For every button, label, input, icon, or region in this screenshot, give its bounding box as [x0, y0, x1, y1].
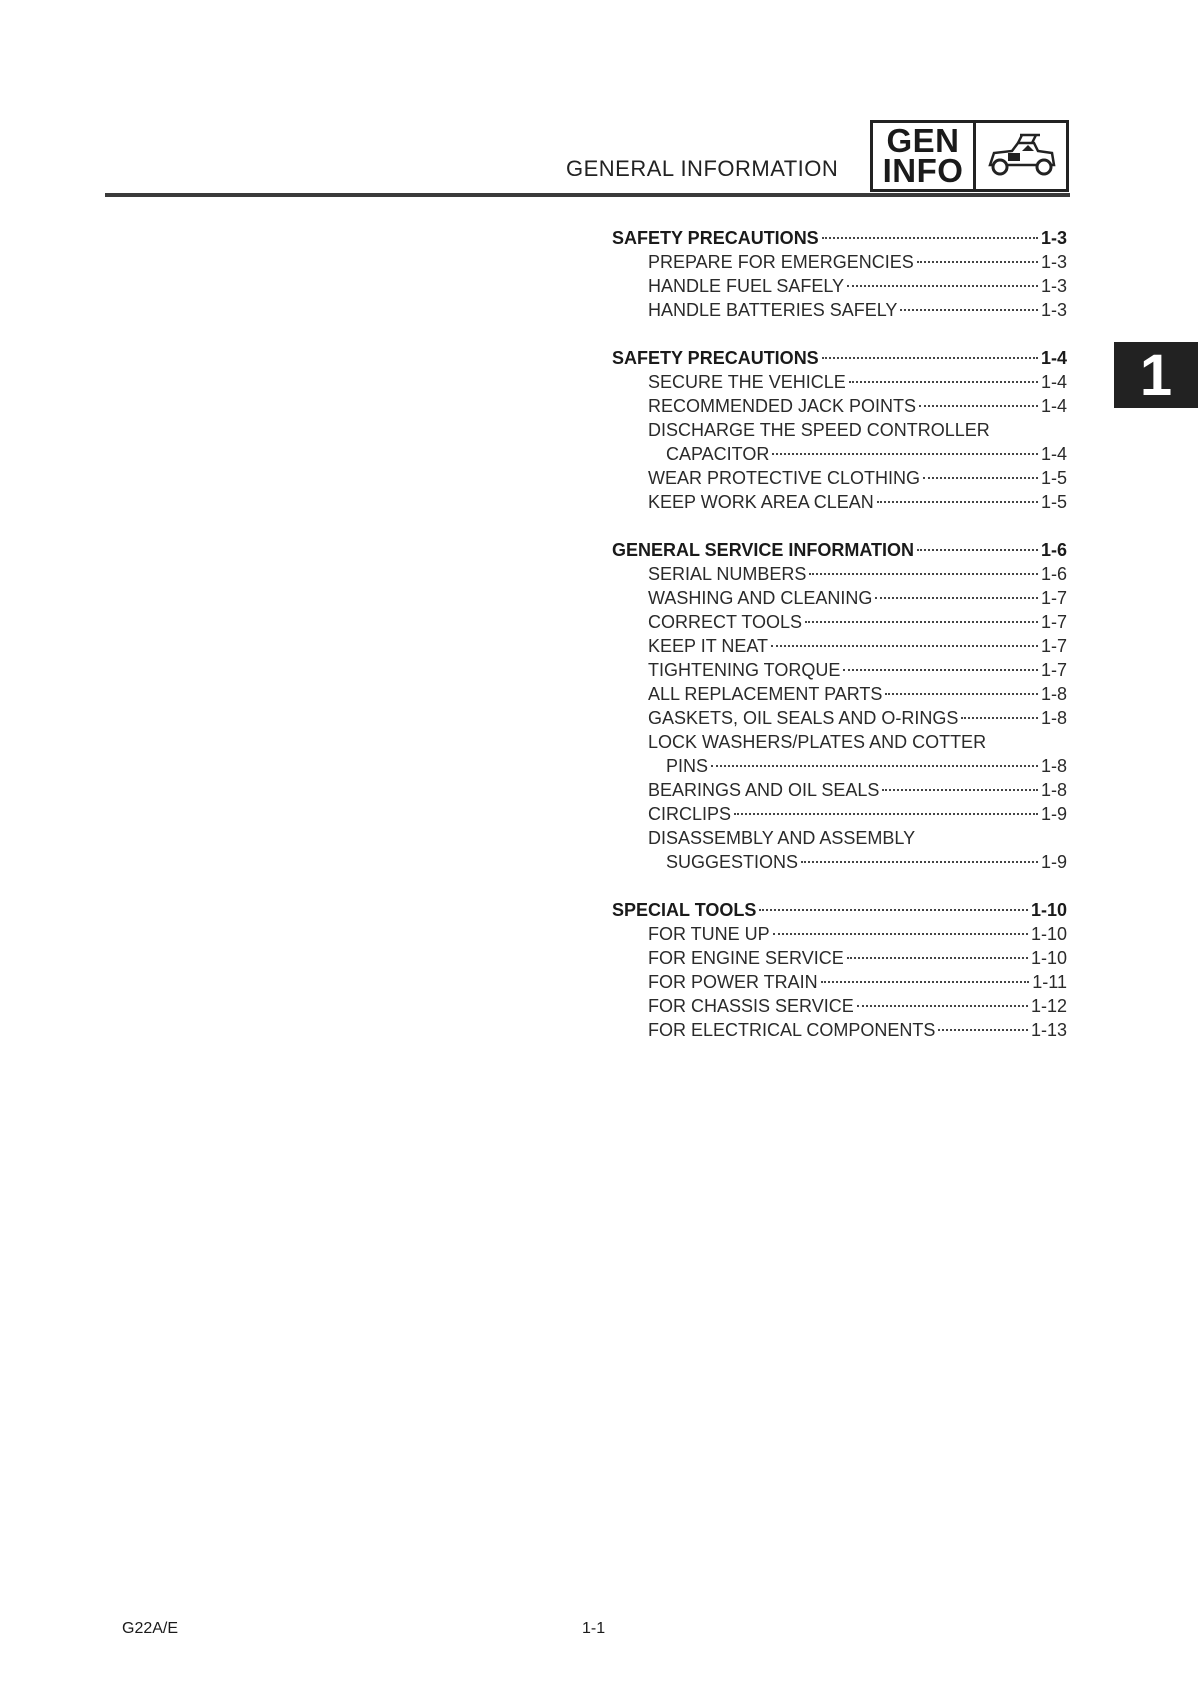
- toc-entry-label: CAPACITOR: [666, 444, 770, 464]
- dot-leader: [759, 908, 1028, 911]
- toc-entry-label: BEARINGS AND OIL SEALS: [648, 780, 880, 800]
- toc-page-number: 1-10: [1030, 948, 1067, 968]
- toc-entry-label: LOCK WASHERS/PLATES AND COTTER: [648, 732, 987, 752]
- dot-leader: [772, 452, 1038, 455]
- toc-entry: [612, 660, 1067, 684]
- toc-entry-label: KEEP WORK AREA CLEAN: [648, 492, 874, 512]
- toc-page-number: 1-7: [1040, 588, 1067, 608]
- toc-entry-label: TIGHTENING TORQUE: [648, 660, 841, 680]
- toc-page-number: 1-8: [1040, 684, 1067, 704]
- dot-leader: [847, 284, 1038, 287]
- dot-leader: [711, 764, 1038, 767]
- badge-label: [873, 123, 976, 189]
- toc-page-number: 1-5: [1040, 468, 1067, 488]
- toc-entry-label: SPECIAL TOOLS: [612, 900, 757, 920]
- toc-page-number: 1-8: [1040, 756, 1067, 776]
- dot-leader: [849, 380, 1038, 383]
- toc-entry: [612, 948, 1067, 972]
- toc-section-heading: [612, 900, 1067, 924]
- toc-page-number: 1-13: [1030, 1020, 1067, 1040]
- dot-leader: [809, 572, 1038, 575]
- dot-leader: [917, 260, 1038, 263]
- toc-entry: [612, 468, 1067, 492]
- toc-entry-label: WEAR PROTECTIVE CLOTHING: [648, 468, 921, 488]
- toc-section: [612, 900, 1067, 1044]
- toc-entry-label: FOR ELECTRICAL COMPONENTS: [648, 1020, 936, 1040]
- toc-entry: [612, 804, 1067, 828]
- toc-entry: [612, 276, 1067, 300]
- toc-entry-label: CIRCLIPS: [648, 804, 732, 824]
- toc-entry-label: HANDLE BATTERIES SAFELY: [648, 300, 898, 320]
- toc-entry: [612, 300, 1067, 324]
- toc-page-number: 1-6: [1040, 564, 1067, 584]
- toc-entry: [612, 612, 1067, 636]
- toc-entry-label: SUGGESTIONS: [666, 852, 799, 872]
- toc-page-number: 1-3: [1040, 276, 1067, 296]
- toc-page-number: 1-4: [1040, 372, 1067, 392]
- dot-leader: [885, 692, 1038, 695]
- toc-page-number: 1-5: [1040, 492, 1067, 512]
- toc-entry: [612, 564, 1067, 588]
- header-rule: [105, 193, 1070, 197]
- toc-entry: [612, 396, 1067, 420]
- toc-entry-label: SECURE THE VEHICLE: [648, 372, 846, 392]
- dot-leader: [917, 548, 1038, 551]
- toc-entry: [612, 492, 1067, 516]
- footer-model: G22A/E: [122, 1620, 179, 1637]
- dot-leader: [847, 956, 1028, 959]
- dot-leader: [882, 788, 1038, 791]
- toc-page-number: 1-3: [1040, 300, 1067, 320]
- toc-entry-continuation: [612, 444, 1067, 468]
- toc-entry-label: ALL REPLACEMENT PARTS: [648, 684, 883, 704]
- toc-entry-label: CORRECT TOOLS: [648, 612, 803, 632]
- toc-section: [612, 348, 1067, 516]
- toc-entry-label: FOR POWER TRAIN: [648, 972, 818, 992]
- toc-entry: [612, 252, 1067, 276]
- table-of-contents: [612, 228, 1067, 1068]
- toc-entry-continuation: [612, 852, 1067, 876]
- toc-entry: [612, 924, 1067, 948]
- toc-page-number: 1-12: [1030, 996, 1067, 1016]
- toc-entry: [612, 684, 1067, 708]
- toc-page-number: 1-3: [1040, 228, 1067, 248]
- page-title: GENERAL INFORMATION: [566, 156, 839, 181]
- toc-section: [612, 228, 1067, 324]
- dot-leader: [900, 308, 1038, 311]
- toc-page-number: 1-11: [1032, 972, 1067, 992]
- section-badge: [870, 120, 1069, 192]
- toc-entry: [612, 1020, 1067, 1044]
- badge-line-2: INFO: [882, 152, 964, 189]
- badge-line-1: GEN: [886, 122, 960, 159]
- toc-entry: [612, 996, 1067, 1020]
- toc-entry: [612, 732, 1067, 756]
- dot-leader: [923, 476, 1038, 479]
- toc-entry-label: FOR ENGINE SERVICE: [648, 948, 844, 968]
- toc-entry: [612, 972, 1067, 996]
- toc-entry: [612, 708, 1067, 732]
- toc-section: [612, 540, 1067, 876]
- dot-leader: [822, 356, 1038, 359]
- toc-entry-label: DISASSEMBLY AND ASSEMBLY: [648, 828, 916, 848]
- dot-leader: [821, 980, 1030, 983]
- toc-entry-label: WASHING AND CLEANING: [648, 588, 873, 608]
- toc-entry-label: HANDLE FUEL SAFELY: [648, 276, 845, 296]
- toc-entry-label: SERIAL NUMBERS: [648, 564, 807, 584]
- dot-leader: [843, 668, 1038, 671]
- toc-entry-label: PINS: [666, 756, 709, 776]
- dot-leader: [875, 596, 1038, 599]
- toc-entry-label: KEEP IT NEAT: [648, 636, 769, 656]
- toc-page-number: 1-4: [1040, 348, 1067, 368]
- toc-page-number: 1-4: [1040, 444, 1067, 464]
- footer-page-number: 1-1: [582, 1620, 606, 1637]
- toc-page-number: 1-3: [1040, 252, 1067, 272]
- toc-entry: [612, 420, 1067, 444]
- toc-entry-label: GASKETS, OIL SEALS AND O-RINGS: [648, 708, 959, 728]
- toc-entry-label: RECOMMENDED JACK POINTS: [648, 396, 917, 416]
- dot-leader: [771, 644, 1038, 647]
- toc-entry-label: SAFETY PRECAUTIONS: [612, 228, 819, 248]
- toc-entry-label: PREPARE FOR EMERGENCIES: [648, 252, 914, 272]
- toc-entry-label: SAFETY PRECAUTIONS: [612, 348, 819, 368]
- dot-leader: [801, 860, 1038, 863]
- toc-page-number: 1-10: [1030, 924, 1067, 944]
- toc-entry: [612, 780, 1067, 804]
- toc-entry: [612, 588, 1067, 612]
- toc-entry-label: FOR CHASSIS SERVICE: [648, 996, 854, 1016]
- toc-page-number: 1-4: [1040, 396, 1067, 416]
- dot-leader: [734, 812, 1038, 815]
- toc-page-number: 1-7: [1040, 636, 1067, 656]
- toc-entry-continuation: [612, 756, 1067, 780]
- chapter-tab: 1: [1114, 342, 1198, 408]
- dot-leader: [938, 1028, 1028, 1031]
- golf-cart-icon: [976, 123, 1066, 189]
- toc-page-number: 1-10: [1030, 900, 1067, 920]
- toc-page-number: 1-7: [1040, 612, 1067, 632]
- dot-leader: [919, 404, 1038, 407]
- toc-page-number: 1-8: [1040, 708, 1067, 728]
- toc-section-heading: [612, 348, 1067, 372]
- toc-entry-label: GENERAL SERVICE INFORMATION: [612, 540, 915, 560]
- dot-leader: [877, 500, 1038, 503]
- toc-entry-label: FOR TUNE UP: [648, 924, 770, 944]
- toc-page-number: 1-8: [1040, 780, 1067, 800]
- toc-section-heading: [612, 540, 1067, 564]
- dot-leader: [961, 716, 1038, 719]
- toc-page-number: 1-9: [1040, 804, 1067, 824]
- toc-entry: [612, 828, 1067, 852]
- toc-entry: [612, 636, 1067, 660]
- dot-leader: [805, 620, 1038, 623]
- toc-page-number: 1-6: [1040, 540, 1067, 560]
- toc-page-number: 1-9: [1040, 852, 1067, 872]
- toc-entry-label: DISCHARGE THE SPEED CONTROLLER: [648, 420, 990, 440]
- toc-entry: [612, 372, 1067, 396]
- dot-leader: [822, 236, 1038, 239]
- dot-leader: [773, 932, 1028, 935]
- toc-section-heading: [612, 228, 1067, 252]
- dot-leader: [857, 1004, 1028, 1007]
- toc-page-number: 1-7: [1040, 660, 1067, 680]
